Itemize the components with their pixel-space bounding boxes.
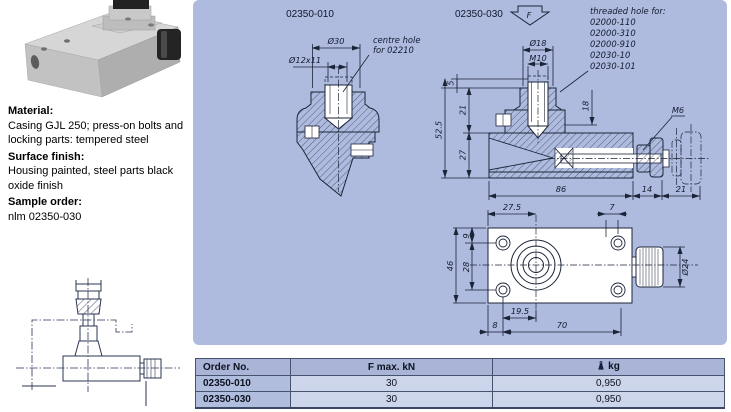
cell-order-no: 02350-010 [196,376,291,392]
part-section-030 [489,70,709,192]
threaded-hole-note [560,6,666,92]
note-line: threaded hole for: [590,6,666,16]
dim-dia30: Ø30 [327,36,345,46]
dim-28: 28 [461,261,471,273]
photo-shapes [25,0,181,97]
cell-f-max: 30 [291,376,493,392]
drawing-title-010: 02350-010 [286,9,334,20]
dim-70: 70 [556,320,568,330]
header-weight [493,359,725,376]
sample-order-value: nlm 02350-030 [8,210,82,223]
cell-order-no: 02350-030 [196,392,291,409]
drawing-02350-030-section [434,6,710,200]
drawings-svg [193,0,727,345]
dim-86: 86 [555,184,567,194]
left-info-panel [0,0,193,412]
drawing-title-030: 02350-030 [455,9,503,20]
dim-8: 8 [492,320,498,330]
application-schematic [8,276,188,410]
surface-finish-label: Surface finish: [8,150,85,163]
surface-text-2: oxide finish [8,179,64,192]
table-row [196,376,725,392]
header-order-no: Order No. [196,359,291,376]
note-line: 02000-110 [590,17,636,27]
table-row [196,392,725,409]
force-arrow-icon [511,6,549,25]
dim-21-right: 21 [675,184,687,194]
part-plan-030 [470,215,698,320]
material-info-block [8,102,190,224]
note-line: 02000-910 [590,39,636,49]
material-label: Material: [8,105,54,117]
dim-19-5: 19.5 [510,306,530,316]
weight-icon [597,361,605,373]
note-centre-hole-1: centre hole [373,35,421,45]
cell-weight: 0,950 [493,392,725,409]
product-photo [10,0,182,98]
cell-weight: 0,950 [493,376,725,392]
dim-27-5: 27.5 [502,202,522,212]
dim-m10: M10 [529,53,547,63]
dim-46: 46 [445,260,455,272]
note-line: 02030-10 [590,50,631,60]
note-centre-hole-2: for 02210 [373,45,414,55]
dim-21-upper: 21 [457,104,468,116]
surface-text-1: Housing painted, steel parts black [8,165,174,177]
table-header-row [196,359,725,376]
dim-9: 9 [461,233,471,239]
note-line: 02000-310 [590,28,636,38]
header-f-max: F max. kN [291,359,493,376]
material-text-1: Casing GJL 250; press-on bolts and [8,119,184,132]
dim-m6: M6 [671,105,685,115]
header-weight-label: kg [608,361,620,372]
schematic-lines [16,278,180,406]
order-table [195,358,725,409]
dim-dia24: Ø24 [680,258,690,276]
part-section-010 [297,66,379,196]
dim-18: 18 [580,100,591,112]
cell-f-max: 30 [291,392,493,409]
dim-27: 27 [457,149,468,161]
dim-5: 5 [445,80,456,86]
dim-7: 7 [609,202,615,212]
note-line: 02030-101 [590,61,636,71]
drawing-02350-010 [286,9,420,196]
drawing-02350-030-plan [445,202,698,336]
technical-drawing-panel [193,0,727,345]
dim-14: 14 [641,184,653,194]
force-label: F [526,10,532,20]
dim-dia12x11: Ø12x11 [288,55,322,65]
dim-dia18: Ø18 [529,38,547,48]
material-text-2: locking parts: tempered steel [8,134,149,146]
dim-52-5: 52.5 [433,120,444,140]
sample-order-label: Sample order: [8,196,82,208]
